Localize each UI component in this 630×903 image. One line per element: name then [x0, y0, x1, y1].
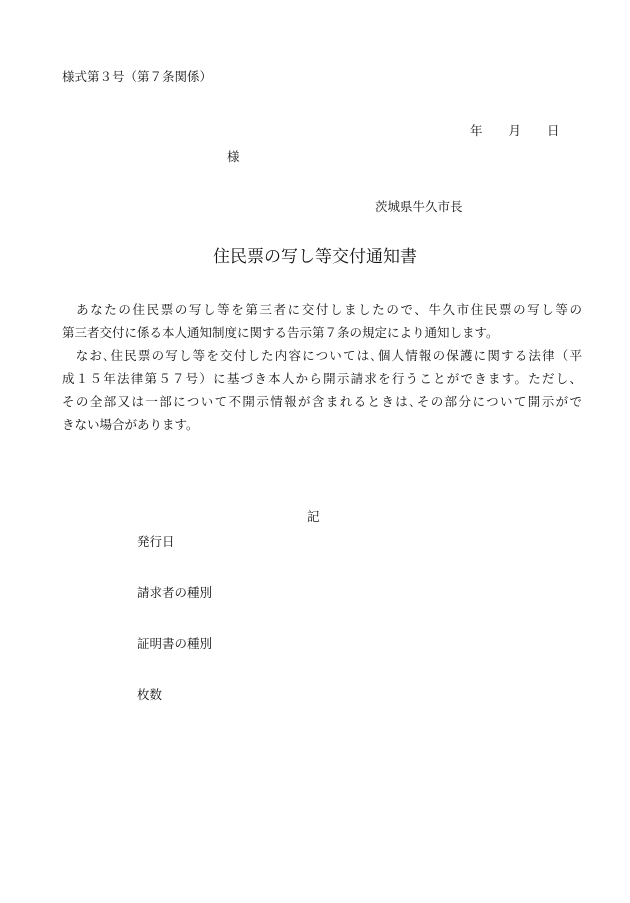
body-line: その全部又は一部について不開示情報が含まれるときは､その部分について開示がで: [62, 394, 582, 409]
body-line: なお､住民票の写し等を交付した内容については､個人情報の保護に関する法律（平: [62, 348, 582, 363]
body-line: 成１５年法律第５７号）に基づき本人から開示請求を行うことができます。ただし、: [62, 371, 582, 386]
notice-body: [62, 298, 582, 436]
item-certificate-type-label: 証明書の種別: [137, 636, 213, 651]
date-year-label: 年: [470, 123, 483, 138]
item-issue-date-label: 発行日: [137, 534, 175, 549]
body-line: あなたの住民票の写し等を第三者に交付しましたので、牛久市住民票の写し等の: [62, 302, 582, 317]
record-heading: 記: [307, 509, 320, 524]
issuer-name: 茨城県牛久市長: [375, 199, 463, 214]
form-number: 様式第３号（第７条関係）: [62, 69, 213, 84]
date-day-label: 日: [547, 123, 560, 138]
recipient-honorific: 様: [227, 149, 240, 164]
body-line: きない場合があります。: [62, 417, 199, 432]
date-line: [470, 123, 560, 139]
date-month-label: 月: [508, 123, 522, 138]
document-title: 住民票の写し等交付通知書: [213, 247, 417, 267]
item-requester-type-label: 請求者の種別: [137, 585, 213, 600]
body-line: 第三者交付に係る本人通知制度に関する告示第７条の規定により通知します。: [62, 325, 499, 340]
item-copy-count-label: 枚数: [137, 687, 163, 702]
